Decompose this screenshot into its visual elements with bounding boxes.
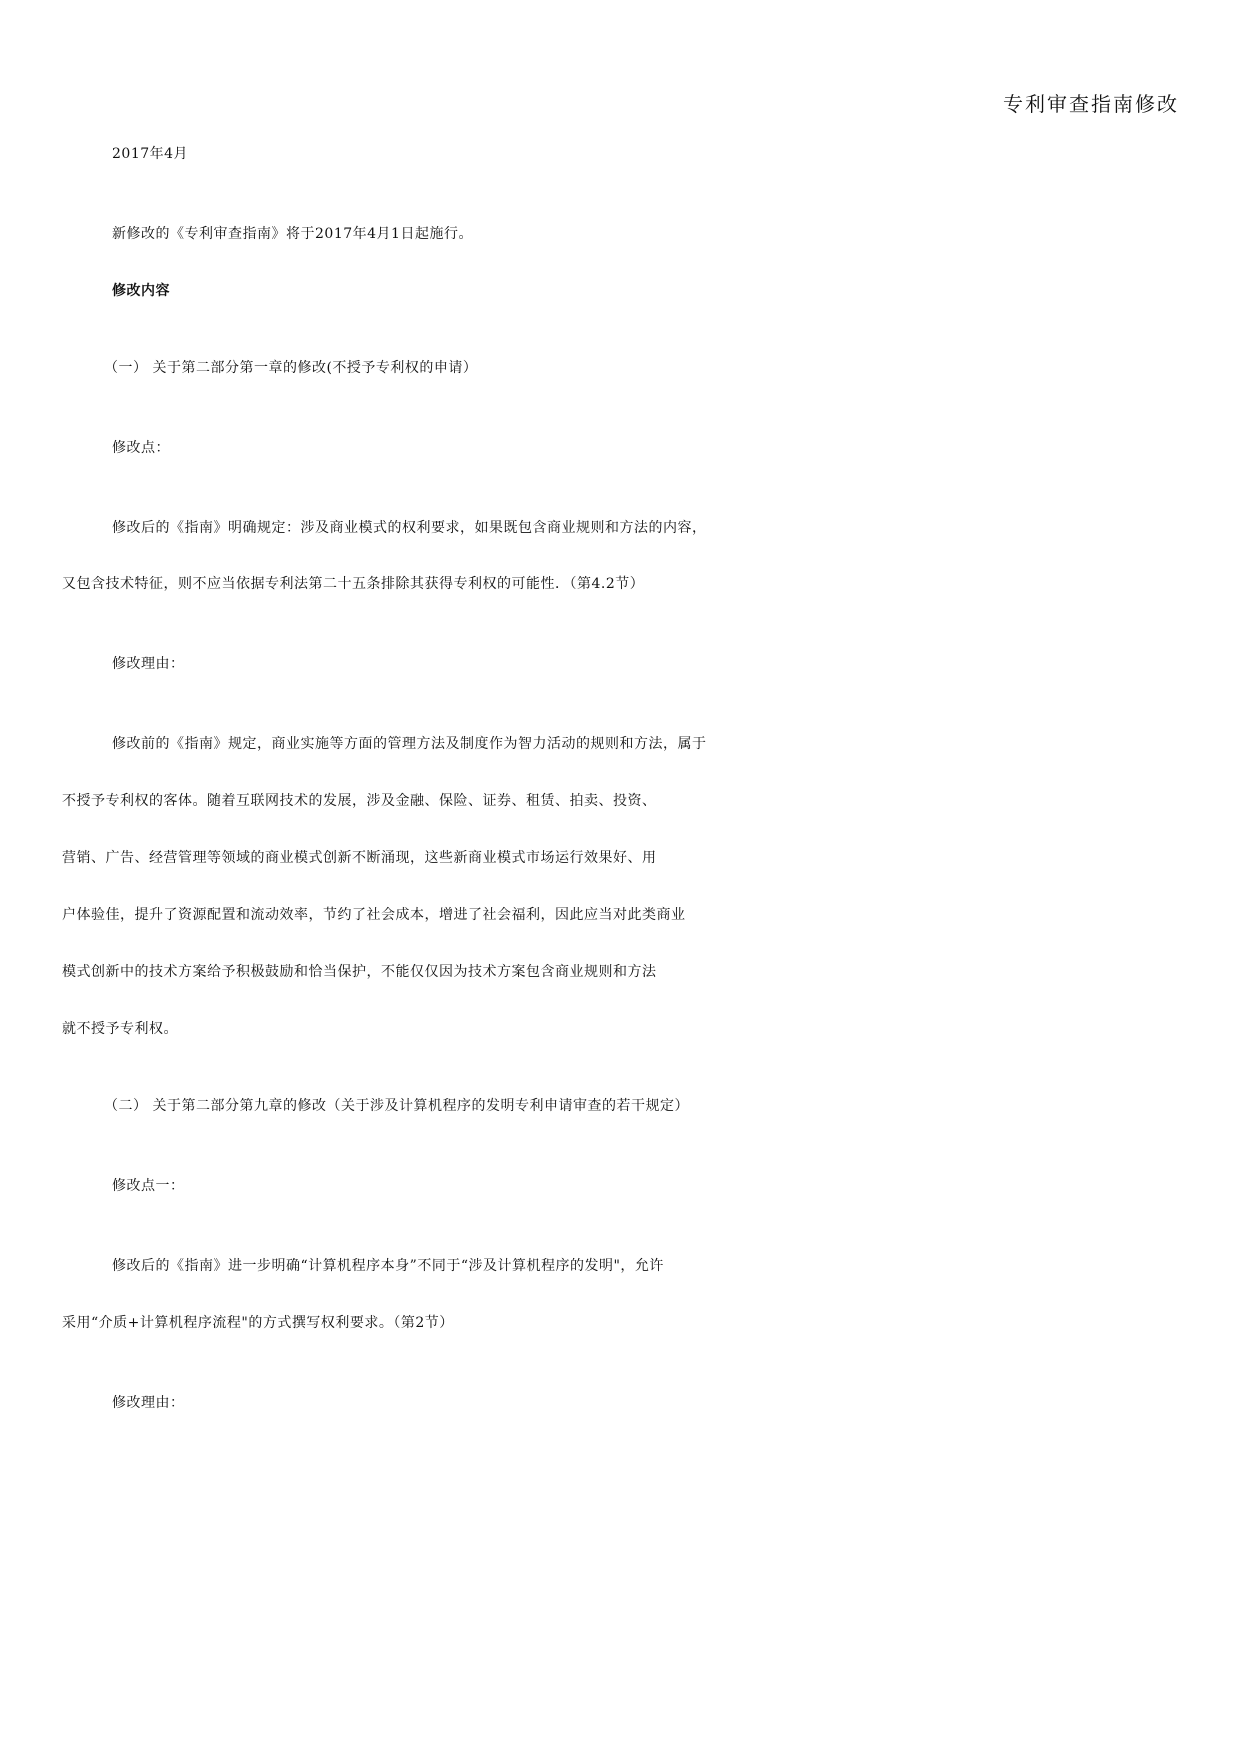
part1-reason-line: 就不授予专利权。 bbox=[62, 1021, 178, 1037]
part2-heading: （二） 关于第二部分第九章的修改（关于涉及计算机程序的发明专利申请审查的若干规定） bbox=[104, 1098, 689, 1114]
part1-reason-line: 不授予专利权的客体。随着互联网技术的发展，涉及金融、保险、证券、租赁、拍卖、投资、 bbox=[62, 793, 657, 809]
part1-heading: （一） 关于第二部分第一章的修改(不授予专利权的申请） bbox=[104, 360, 478, 376]
part1-reason-line: 营销、广告、经营管理等领域的商业模式创新不断涌现，这些新商业模式市场运行效果好、用 bbox=[62, 850, 657, 866]
part2-point-label: 修改点一： bbox=[112, 1178, 185, 1194]
part2-point-line: 修改后的《指南》进一步明确“计算机程序本身”不同于“涉及计算机程序的发明"，允许 bbox=[112, 1258, 664, 1274]
part1-reason-line: 户体验佳，提升了资源配置和流动效率，节约了社会成本，增进了社会福利，因此应当对此类商业 bbox=[62, 907, 686, 923]
part2-point-line: 采用“介质+计算机程序流程"的方式撰写权利要求。（第2节） bbox=[62, 1315, 454, 1331]
part1-reason-line: 修改前的《指南》规定，商业实施等方面的管理方法及制度作为智力活动的规则和方法，属于 bbox=[112, 736, 707, 752]
part2-reason-label: 修改理由： bbox=[112, 1395, 185, 1411]
document-date: 2017年4月 bbox=[112, 146, 189, 162]
part1-reason-line: 模式创新中的技术方案给予积极鼓励和恰当保护，不能仅仅因为技术方案包含商业规则和方法 bbox=[62, 964, 657, 980]
section-title: 修改内容 bbox=[112, 283, 170, 299]
part1-reason-label: 修改理由： bbox=[112, 656, 185, 672]
part1-point-line: 又包含技术特征，则不应当依据专利法第二十五条排除其获得专利权的可能性．（第4.2节） bbox=[62, 576, 645, 592]
intro-paragraph: 新修改的《专利审查指南》将于2017年4月1日起施行。 bbox=[112, 226, 473, 242]
part1-point-label: 修改点： bbox=[112, 440, 170, 456]
running-header: 专利审查指南修改 bbox=[1003, 92, 1179, 116]
part1-point-line: 修改后的《指南》明确规定：涉及商业模式的权利要求，如果既包含商业规则和方法的内容， bbox=[112, 520, 707, 536]
